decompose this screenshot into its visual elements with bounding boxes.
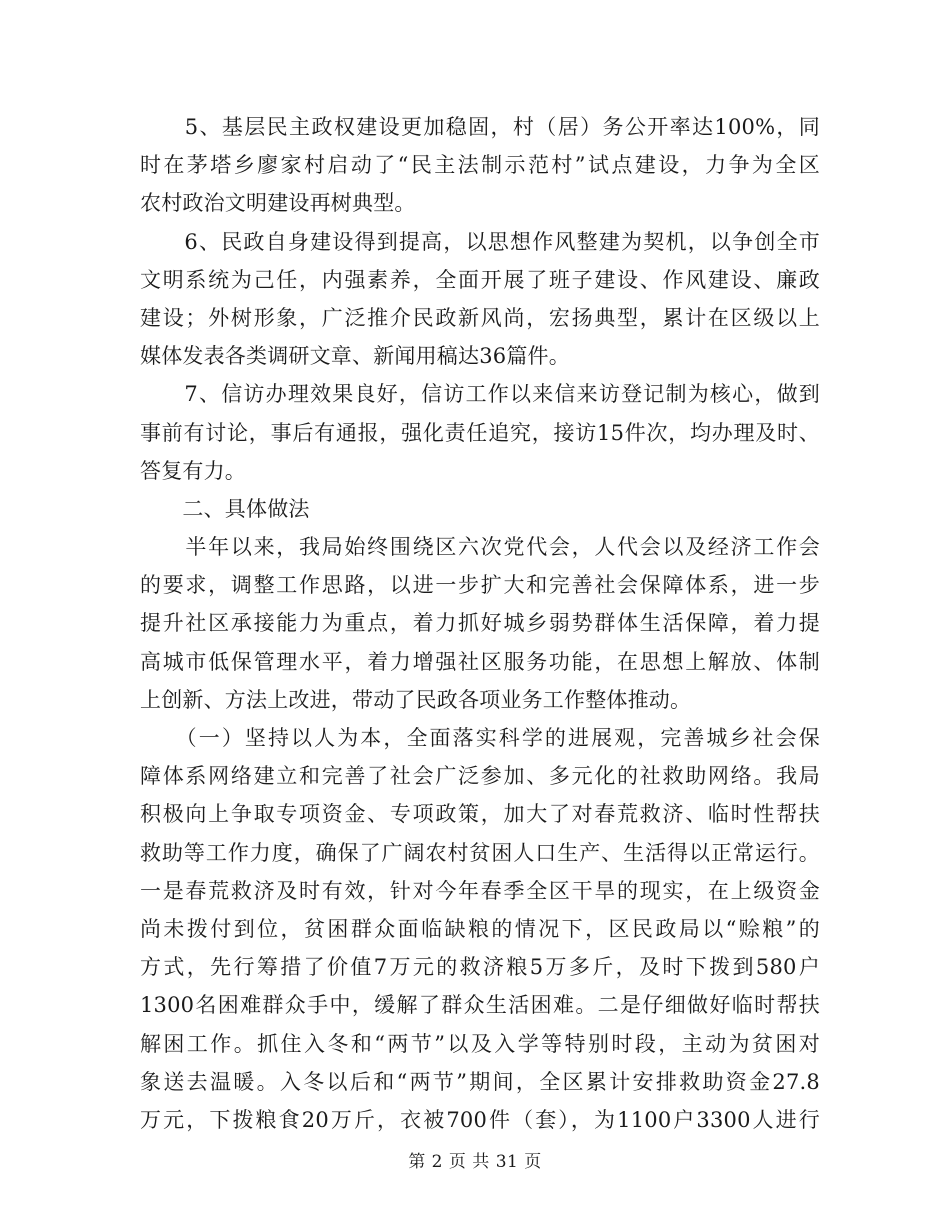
text-line: 半年以来，我局始终围绕区六次党代会，人代会以及经济工作会 [140,535,820,560]
page-footer: 第 2 页 共 31 页 [408,1152,542,1172]
text-line: 7、信访办理效果良好，信访工作以来信来访登记制为核心，做到 [140,382,820,407]
text-line: 解困工作。抓住入冬和“两节”以及入学等特别时段，主动为贫困对 [140,1031,820,1056]
text-line: 时在茅塔乡廖家村启动了“民主法制示范村”试点建设，力争为全区 [140,153,820,178]
text-line: 提升社区承接能力为重点，着力抓好城乡弱势群体生活保障，着力提 [140,611,820,636]
text-line: 救助等工作力度，确保了广阔农村贫困人口生产、生活得以正常运行。 [140,840,820,865]
text-line: 二、具体做法 [140,496,310,521]
text-line: 高城市低保管理水平，着力增强社区服务功能，在思想上解放、体制 [140,649,820,674]
text-line: 上创新、方法上改进，带动了民政各项业务工作整体推动。 [140,687,692,712]
text-line: 媒体发表各类调研文章、新闻用稿达36篇件。 [140,344,570,369]
text-line: 6、民政自身建设得到提高，以思想作风整建为契机，以争创全市 [140,229,820,254]
text-line: 象送去温暖。入冬以后和“两节”期间，全区累计安排救助资金27.8 [140,1069,820,1094]
text-line: 事前有讨论，事后有通报，强化责任追究，接访15件次，均办理及时、 [140,420,820,445]
text-line: 障体系网络建立和完善了社会广泛参加、多元化的社救助网络。我局 [140,764,820,789]
text-line: 尚未拨付到位，贫困群众面临缺粮的情况下，区民政局以“赊粮”的 [140,916,820,941]
text-line: 一是春荒救济及时有效，针对今年春季全区干旱的现实，在上级资金 [140,878,820,903]
text-line: 建设；外树形象，广泛推介民政新风尚，宏扬典型，累计在区级以上 [140,305,820,330]
text-line: 万元，下拨粮食20万斤，衣被700件（套），为1100户3300人进行 [140,1107,820,1132]
text-line: 积极向上争取专项资金、专项政策，加大了对春荒救济、临时性帮扶 [140,802,820,827]
text-line: 的要求，调整工作思路，以进一步扩大和完善社会保障体系，进一步 [140,573,820,598]
text-line: 方式，先行筹措了价值7万元的救济粮5万多斤，及时下拨到580户 [140,955,820,980]
text-line: 文明系统为己任，内强素养，全面开展了班子建设、作风建设、廉政 [140,267,820,292]
text-line: 农村政治文明建设再树典型。 [140,191,416,216]
text-line: 答复有力。 [140,458,246,483]
text-line: （一）坚持以人为本，全面落实科学的进展观，完善城乡社会保 [140,726,820,750]
text-line: 1300名困难群众手中，缓解了群众生活困难。二是仔细做好临时帮扶 [140,993,820,1018]
text-line: 5、基层民主政权建设更加稳固，村（居）务公开率达100%，同 [140,115,820,139]
document-body [140,108,820,1139]
